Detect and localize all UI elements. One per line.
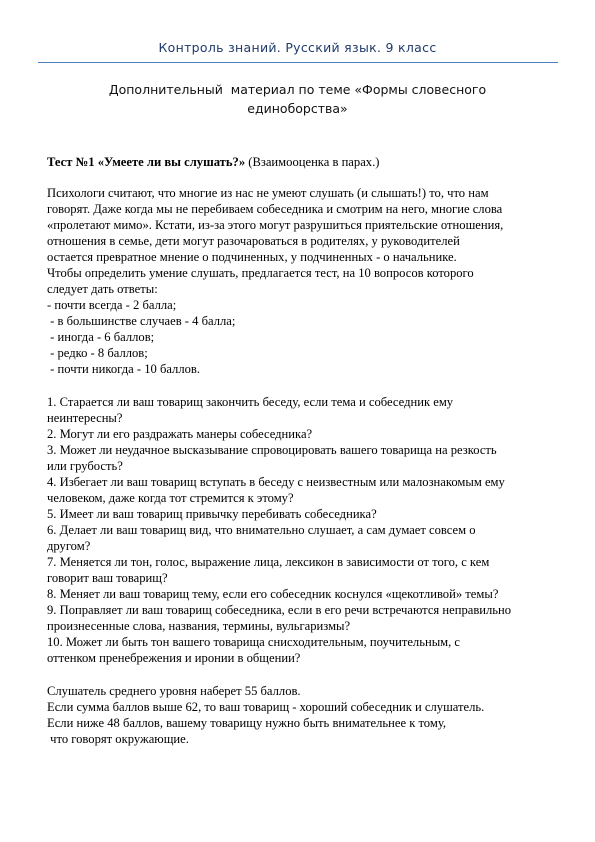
intro-line: «пролетают мимо». Кстати, из-за этого могут разрушиться приятельские отношения, [47,218,504,232]
results-paragraph [47,683,567,747]
result-line: что говорят окружающие. [47,732,189,746]
subtitle-line-2: единоборства» [247,101,348,116]
answer-option: - иногда - 6 баллов; [47,330,155,344]
answer-option: - почти никогда - 10 баллов. [47,362,201,376]
intro-line: говорят. Даже когда мы не перебиваем собеседника и смотрим на него, многие слова [47,202,503,216]
test-title-note: (Взаимооценка в парах.) [245,155,380,169]
question-line: 1. Старается ли ваш товарищ закончить беседу, если тема и собеседник ему [47,395,454,409]
question-line: произнесенные слова, названия, термины, вульгаризмы? [47,619,351,633]
test-title-bold: Тест №1 «Умеете ли вы слушать?» [47,155,246,169]
intro-line: Психологи считают, что многие из нас не умеют слушать (и слышать!) то, что нам [47,186,489,200]
spacer [47,170,567,185]
subtitle-line-1: Дополнительный материал по теме «Формы словесного [108,82,487,97]
question-line: или грубость? [47,459,123,473]
intro-line: Чтобы определить умение слушать, предлагается тест, на 10 вопросов которого [47,266,474,280]
question-line: 2. Могут ли его раздражать манеры собеседника? [47,427,313,441]
question-line: 10. Может ли быть тон вашего товарища снисходительным, поучительным, с [47,635,461,649]
question-line: 3. Может ли неудачное высказывание спровоцировать вашего товарища на резкость [47,443,497,457]
test-title [47,154,567,170]
question-line: другом? [47,539,91,553]
document-body [47,154,567,747]
question-line: говорит ваш товарищ? [47,571,168,585]
result-line: Если сумма баллов выше 62, то ваш товарищ - хороший собеседник и слушатель. [47,700,485,714]
answer-option: - редко - 8 баллов; [47,346,148,360]
result-line: Слушатель среднего уровня наберет 55 баллов. [47,684,301,698]
result-line: Если ниже 48 баллов, вашему товарищу нужно быть внимательнее к тому, [47,716,447,730]
question-line: 7. Меняется ли тон, голос, выражение лица, лексикон в зависимости от того, с кем [47,555,490,569]
questions-list [47,394,567,666]
intro-line: следует дать ответы: [47,282,158,296]
question-line: 8. Меняет ли ваш товарищ тему, если его собеседник коснулся «щекотливой» темы? [47,587,499,601]
page-header-title: Контроль знаний. Русский язык. 9 класс [158,40,437,55]
question-line: неинтересны? [47,411,123,425]
answer-option: - в большинстве случаев - 4 балла; [47,314,236,328]
intro-line: отношения в семье, дети могут разочароваться в родителях, у руководителей [47,234,460,248]
intro-paragraph [47,185,567,377]
question-line: 6. Делает ли ваш товарищ вид, что внимательно слушает, а сам думает совсем о [47,523,476,537]
intro-line: остается превратное мнение о подчиненных, у подчиненных - о начальнике. [47,250,457,264]
question-line: оттенком пренебрежения и иронии в общении? [47,651,301,665]
question-line: человеком, даже когда тот стремится к этому? [47,491,294,505]
spacer [47,377,567,394]
question-line: 4. Избегает ли ваш товарищ вступать в беседу с неизвестным или малознакомым ему [47,475,505,489]
question-line: 5. Имеет ли ваш товарищ привычку перебивать собеседника? [47,507,377,521]
question-line: 9. Поправляет ли ваш товарищ собеседника, если в его речи встречаются неправильно [47,603,512,617]
header-divider [38,62,558,63]
answer-option: - почти всегда - 2 балла; [47,298,177,312]
spacer [47,666,567,683]
document-subtitle [0,80,595,118]
